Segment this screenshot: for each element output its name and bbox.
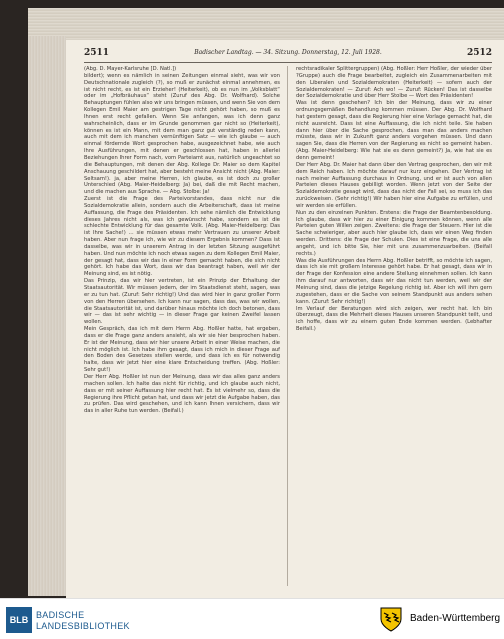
paragraph: Das Prinzip, das wir hier vertreten, ist ein Prinzip der Erhaltung der Staatsautorität. Wir müssen jedem, der im Staatsdienst steht, sagen, was er zu tun hat. (Zuruf: Sehr richtig!) Und das wird hier in ganz großer Form von den Herren übersehen. Ich kann nur sagen, dass das, was wir wollen, die Staatsautorität ist, und darüber hinaus möchte ich doch betonen, dass wir — das ist sehr wichtig — in dieser Frage gar keinen Zweifel lassen wollen. xyxy=(84,278,280,326)
book-page-edges xyxy=(28,36,66,596)
right-page-number: 2512 xyxy=(466,48,492,58)
paragraph: Nun zu den einzelnen Punkten. Erstens: die Frage der Beamtenbesoldung. Ich glaube, dass wir hier zu einer Einigung kommen können, wenn alle Parteien guten Willen zeigen. Zweitens: die Frage der Steuern. Hier ist die Sache schwieriger, aber auch hier glaube ich, dass wir einen Weg finden werden. Drittens: die Frage der Schulen. Dies ist eine Frage, die uns alle angeht, und ich bitte Sie, hier mit uns zusammenzuarbeiten. (Beifall rechts.) xyxy=(296,209,492,257)
paragraph: Im Verlauf der Beratungen wird sich zeigen, wer recht hat. Ich bin überzeugt, dass die Mehrheit dieses Hauses unseren Standpunkt teilt, und ich hoffe, dass wir zu einem guten Ende kommen werden. (Lebhafter Beifall.) xyxy=(296,305,492,333)
book-page xyxy=(66,40,504,598)
paragraph: Mein Gespräch, das ich mit dem Herrn Abg. Hoßler hatte, hat ergeben, dass er die Frage ganz anders ansieht, als wir sie hier besprochen haben. Er ist der Meinung, dass wir hier unsere Arbeit in einer Weise machen, die nicht möglich ist. Ich habe ihm gesagt, dass ich mich in dieser Frage auf den Boden des Gesetzes stellen werde, und dass ich es für notwendig halte, dass wir jetzt hier eine klare Entscheidung treffen. (Abg. Hoßler: Sehr gut!) xyxy=(84,326,280,374)
header-rule xyxy=(84,62,492,63)
footer-bar xyxy=(0,598,504,639)
paragraph: bildert); wenn es nämlich in seinen Zeitungen einmal sieht, was wir von Deutschnationale zugleich (?), so muß er zunächst einmal annehmen, es ist nicht recht, es ist ein Erzieher! (Heiterkeit), ob es nun im „Volksblatt“ oder im „Hofbräuhaus“ steht (Zuruf des Abg. Dr. Wolfhard). Solche Behauptungen fühlen also wir uns bringen müssen, und wenn Sie von dem Kollegen Emil Maier am gestrigen Tage nicht gehört haben, so muß es Ihnen erst recht gefallen. Wenn Sie anfangen, was ich denn ganz wahrscheinlich, dass er im Grunde genommen gar nicht so (Heiterkeit), können es ist ein Mann, mit dem man ganz gut verständig reden kann, auch mit dem ich manchen vernünftigen Satz — wie ich glaube — auch einmal fördernde Wort gesprochen habe, ausgezeichnet habe, wie auch Ihre Ausführungen, mit denen er geschlossen hat, haben in allerlei Beziehungen Ihrer Form nach, vom Parteiamt aus, natürlich ungeachtet so die Behauptungen, mit denen der Abg. Kollege Dr. Maier so dem Kapitel Anschauung geschildert hat, aber besteht meine Ansicht nicht (Abg. Maier: Seltsam!). ja, aber meine Herren, ich glaube, es ist doch zu großer Unterschied (Abg. Maier-Heidelberg: Ja) bei, daß die mit Recht machen, und die machen aus Sprache. — Abg. Stolbe: Ja! xyxy=(84,72,280,196)
library-name-line2: LANDESBIBLIOTHEK xyxy=(36,621,130,631)
paragraph: Der Herr Abg. Dr. Maier hat dann über den Vertrag gesprochen, den wir mit dem Reich haben. Ich möchte darauf nur kurz eingehen. Der Vertrag ist nach meiner Auffassung durchaus in Ordnung, und er ist auch von allen Parteien dieses Hauses gebilligt worden. Wenn jetzt von der Seite der Sozialdemokratie gesagt wird, dass das nicht der Fall sei, so muss ich das zurückweisen. (Sehr richtig!) Wir haben hier eine Aufgabe zu erfüllen, und wir werden sie erfüllen. xyxy=(296,161,492,209)
library-name-line1: BADISCHE xyxy=(36,610,85,620)
right-text-column xyxy=(296,66,492,591)
page-header xyxy=(84,48,492,62)
baden-wuerttemberg-crest-icon xyxy=(378,605,404,633)
paragraph: (Abg. D. Mayer-Karlsruhe [D. Natl.]) xyxy=(84,66,177,72)
paragraph: Der Herr Abg. Hoßler ist nun der Meinung, dass wir das alles ganz anders machen sollen. Ich halte das nicht für richtig, und ich glaube auch nicht, dass er mit seiner Auffassung hier recht hat. Es ist vielmehr so, dass die Regierung ihre Pflicht getan hat, und dass wir jetzt die Aufgabe haben, das zu prüfen. Das wird geschehen, und ich kann Ihnen versichern, dass wir das in aller Ruhe tun werden. (Beifall.) xyxy=(84,373,280,415)
paragraph: Was die Ausführungen des Herrn Abg. Hoßler betrifft, so möchte ich sagen, dass ich sie mit großem Interesse gehört habe. Er hat gesagt, dass wir in der Frage der Konfession eine andere Stellung einnehmen sollen. Ich kann ihm darauf nur antworten, dass wir das nicht tun werden, weil wir der Meinung sind, dass die jetzige Regelung richtig ist. Aber ich will ihm gern zugestehen, dass er die Sache von seinem Standpunkt aus anders sehen kann. (Zuruf: Sehr richtig!) xyxy=(296,257,492,305)
left-page-number: 2511 xyxy=(84,48,110,58)
paragraph: Zuerst ist die Frage des Parteivorstandes, dass nicht nur die Sozialdemokratie allein, sondern auch die Arbeiterschaft, dass ist meine Auffassung, die Frage des Präsidenten. Ich sehe nämlich die Entwicklung dieses Jahres nicht als, was ich gewünscht habe, sondern es ist die schlechte Entwicklung für das gesamte Volk. (Abg. Maier-Heidelberg: Das ist Ihre Sache!) ... sie müssen etwas mehr Vertrauen zu unserer Arbeit haben. Aber nun frage ich, wie wir zu diesem Ergebnis kommen? Dass ist dasselbe, was wir in unserem Antrag in der letzten Sitzung ausgeführt haben. Und nun möchte ich noch etwas sagen zu dem Kollegen Emil Maier, der gesagt hat, dass wir das in einer Form gemacht haben, die sich nicht gehört. Ich habe das Wort, dass wir das beantragt haben, weil wir der Meinung sind, es ist nötig. xyxy=(84,196,280,278)
column-divider xyxy=(287,66,288,586)
running-head: Badischer Landtag. — 34. Sitzung. Donnerstag, 12. Juli 1928. xyxy=(194,49,382,56)
paragraph: rechtsradikaler Splittergruppen) (Abg. Hoßler: Herr Hoßler, der wieder über ?Gruppe) auch die Frage bearbeitet, zugleich ein Zusammenarbeiten mit den Liberalen und Sozialdemokraten (Heiterkeit) — sofern auch der Sozialdemokraten! — Zuruf: Ach wo! — Zuruf: Rücken! Das ist dasselbe der Sozialdemokratie und über Herr Stolbe — Wort des Präsidenten! xyxy=(296,66,492,100)
left-text-column xyxy=(84,66,280,591)
blb-logo-icon[interactable]: BLB xyxy=(6,607,32,633)
paragraph: Was ist denn geschehen? Ich bin der Meinung, dass wir zu einer ordnungsgemäßen Behandlung kommen müssen. Der Abg. Dr. Wolfhard hat gestern gesagt, dass die Regierung hier eine Vorlage gemacht hat, die nicht ausreicht. Dass ist eine Auffassung, die ich nicht teile. Sie haben dann hier über die Sache gesprochen, dass man das anders machen müsste, dass wir in Zukunft ganz anders vorgehen müssen. Und dann sagen Sie, dass die Herren von der Regierung es nicht so gemeint haben. (Abg. Maier-Heidelberg: Wie hat sie es denn gemeint?) Ja, wie hat sie es denn gemeint! xyxy=(296,100,492,161)
state-name[interactable]: Baden-Württemberg xyxy=(410,613,501,624)
